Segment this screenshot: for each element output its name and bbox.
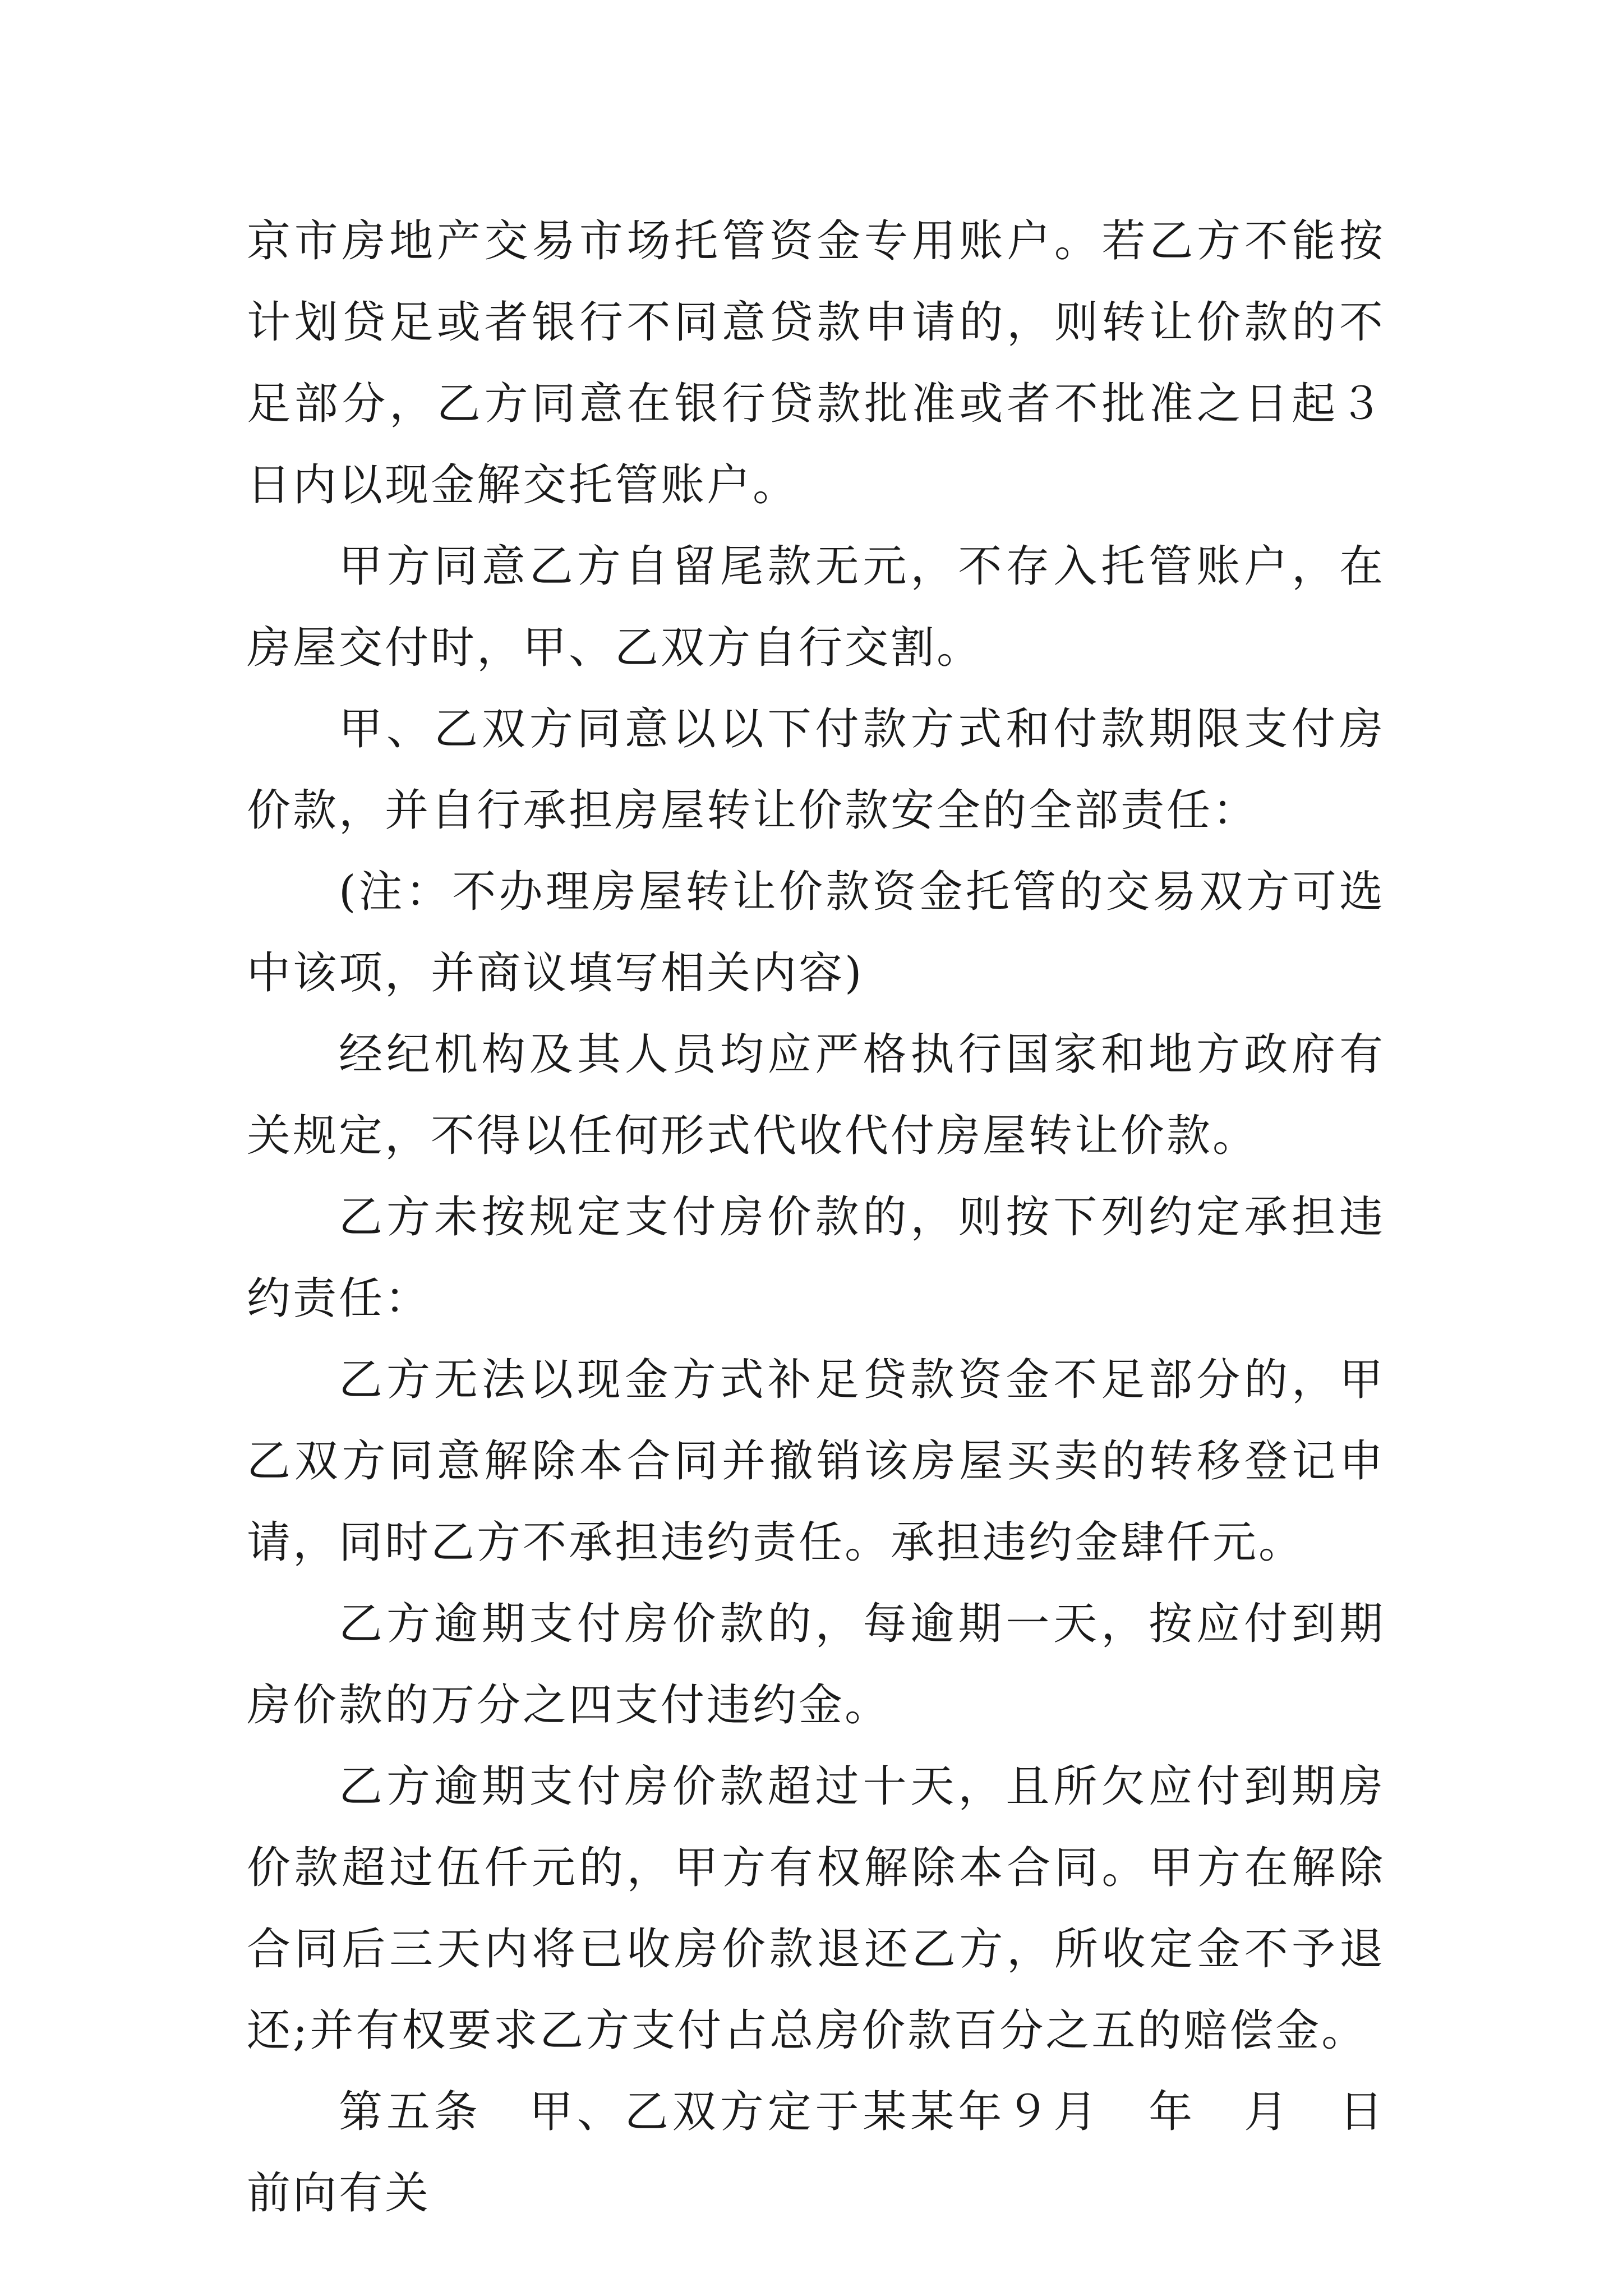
paragraph-9: 乙方逾期支付房价款超过十天，且所欠应付到期房价款超过伍仟元的，甲方有权解除本合同。甲方在解除合同后三天内将已收房价款退还乙方，所收定金不予退还;并有权要求乙方支付占总房价款百分之五的赔偿金。 (247, 1761, 1385, 2056)
paragraph-4-note: (注：不办理房屋转让价款资金托管的交易双方可选中该项，并商议填写相关内容) (247, 867, 1385, 999)
paragraph-5: 经纪机构及其人员均应严格执行国家和地方政府有关规定，不得以任何形式代收代付房屋转让价款。 (247, 1029, 1385, 1161)
paragraph-7: 乙方无法以现金方式补足贷款资金不足部分的，甲乙双方同意解除本合同并撤销该房屋买卖的转移登记申请，同时乙方不承担违约责任。承担违约金肆仟元。 (247, 1355, 1385, 1568)
paragraph-10-article-5: 第五条 甲、乙双方定于某某年９月 年 月 日前向有关 (247, 2087, 1385, 2219)
paragraph-1: 京市房地产交易市场托管资金专用账户。若乙方不能按计划贷足或者银行不同意贷款申请的，则转让价款的不足部分，乙方同意在银行贷款批准或者不批准之日起３日内以现金解交托管账户。 (247, 216, 1385, 510)
document-body (247, 201, 1385, 2234)
paragraph-8: 乙方逾期支付房价款的，每逾期一天，按应付到期房价款的万分之四支付违约金。 (247, 1599, 1385, 1731)
paragraph-3: 甲、乙双方同意以以下付款方式和付款期限支付房价款，并自行承担房屋转让价款安全的全部责任： (247, 704, 1385, 836)
paragraph-6: 乙方未按规定支付房价款的，则按下列约定承担违约责任： (247, 1192, 1385, 1324)
paragraph-2: 甲方同意乙方自留尾款无元，不存入托管账户，在房屋交付时，甲、乙双方自行交割。 (247, 541, 1385, 673)
